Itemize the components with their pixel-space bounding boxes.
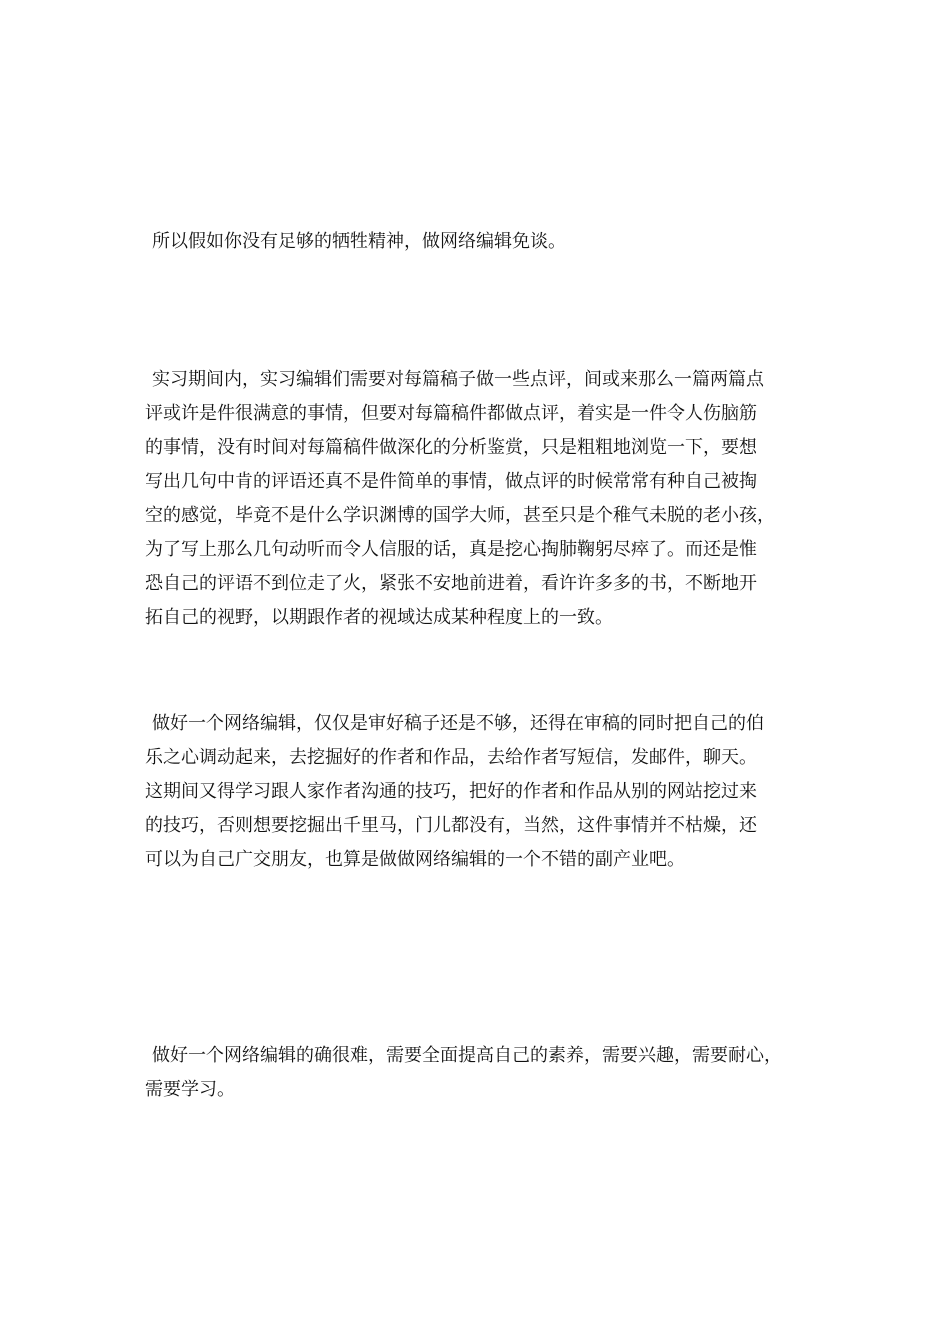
paragraph-2: [145, 363, 835, 635]
paragraph-line: 的技巧，否则想要挖掘出千里马，门儿都没有，当然，这件事情并不枯燥，还: [145, 815, 757, 836]
paragraph-3: [145, 707, 835, 877]
paragraph-line: 的事情，没有时间对每篇稿件做深化的分析鉴赏，只是粗粗地浏览一下，要想: [145, 437, 757, 458]
paragraph-line: 可以为自己广交朋友，也算是做做网络编辑的一个不错的副产业吧。: [145, 849, 685, 870]
paragraph-line: 做好一个网络编辑的确很难，需要全面提高自己的素养，需要兴趣，需要耐心，: [152, 1045, 782, 1066]
paragraph-line: 评或许是件很满意的事情，但要对每篇稿件都做点评，着实是一件令人伤脑筋: [145, 403, 757, 424]
paragraph-line: 乐之心调动起来，去挖掘好的作者和作品，去给作者写短信，发邮件，聊天。: [145, 747, 757, 768]
paragraph-line: 拓自己的视野，以期跟作者的视域达成某种程度上的一致。: [145, 607, 613, 628]
paragraph-line: 空的感觉，毕竟不是什么学识渊博的国学大师，甚至只是个稚气未脱的老小孩，: [145, 505, 775, 526]
paragraph-line: 需要学习。: [145, 1079, 235, 1100]
paragraph-line: 恐自己的评语不到位走了火，紧张不安地前进着，看许许多多的书，不断地开: [145, 573, 757, 594]
paragraph-1: [145, 225, 835, 259]
paragraph-line: 做好一个网络编辑，仅仅是审好稿子还是不够，还得在审稿的同时把自己的伯: [152, 713, 764, 734]
paragraph-line: 这期间又得学习跟人家作者沟通的技巧，把好的作者和作品从别的网站挖过来: [145, 781, 757, 802]
paragraph-line: 写出几句中肯的评语还真不是件简单的事情，做点评的时候常常有种自己被掏: [145, 471, 757, 492]
paragraph-line: 实习期间内，实习编辑们需要对每篇稿子做一些点评，间或来那么一篇两篇点: [152, 369, 764, 390]
paragraph-line: 为了写上那么几句动听而令人信服的话，真是挖心掏肺鞠躬尽瘁了。而还是惟: [145, 539, 757, 560]
paragraph-line: 所以假如你没有足够的牺牲精神，做网络编辑免谈。: [152, 231, 566, 252]
paragraph-4: [145, 1039, 835, 1107]
